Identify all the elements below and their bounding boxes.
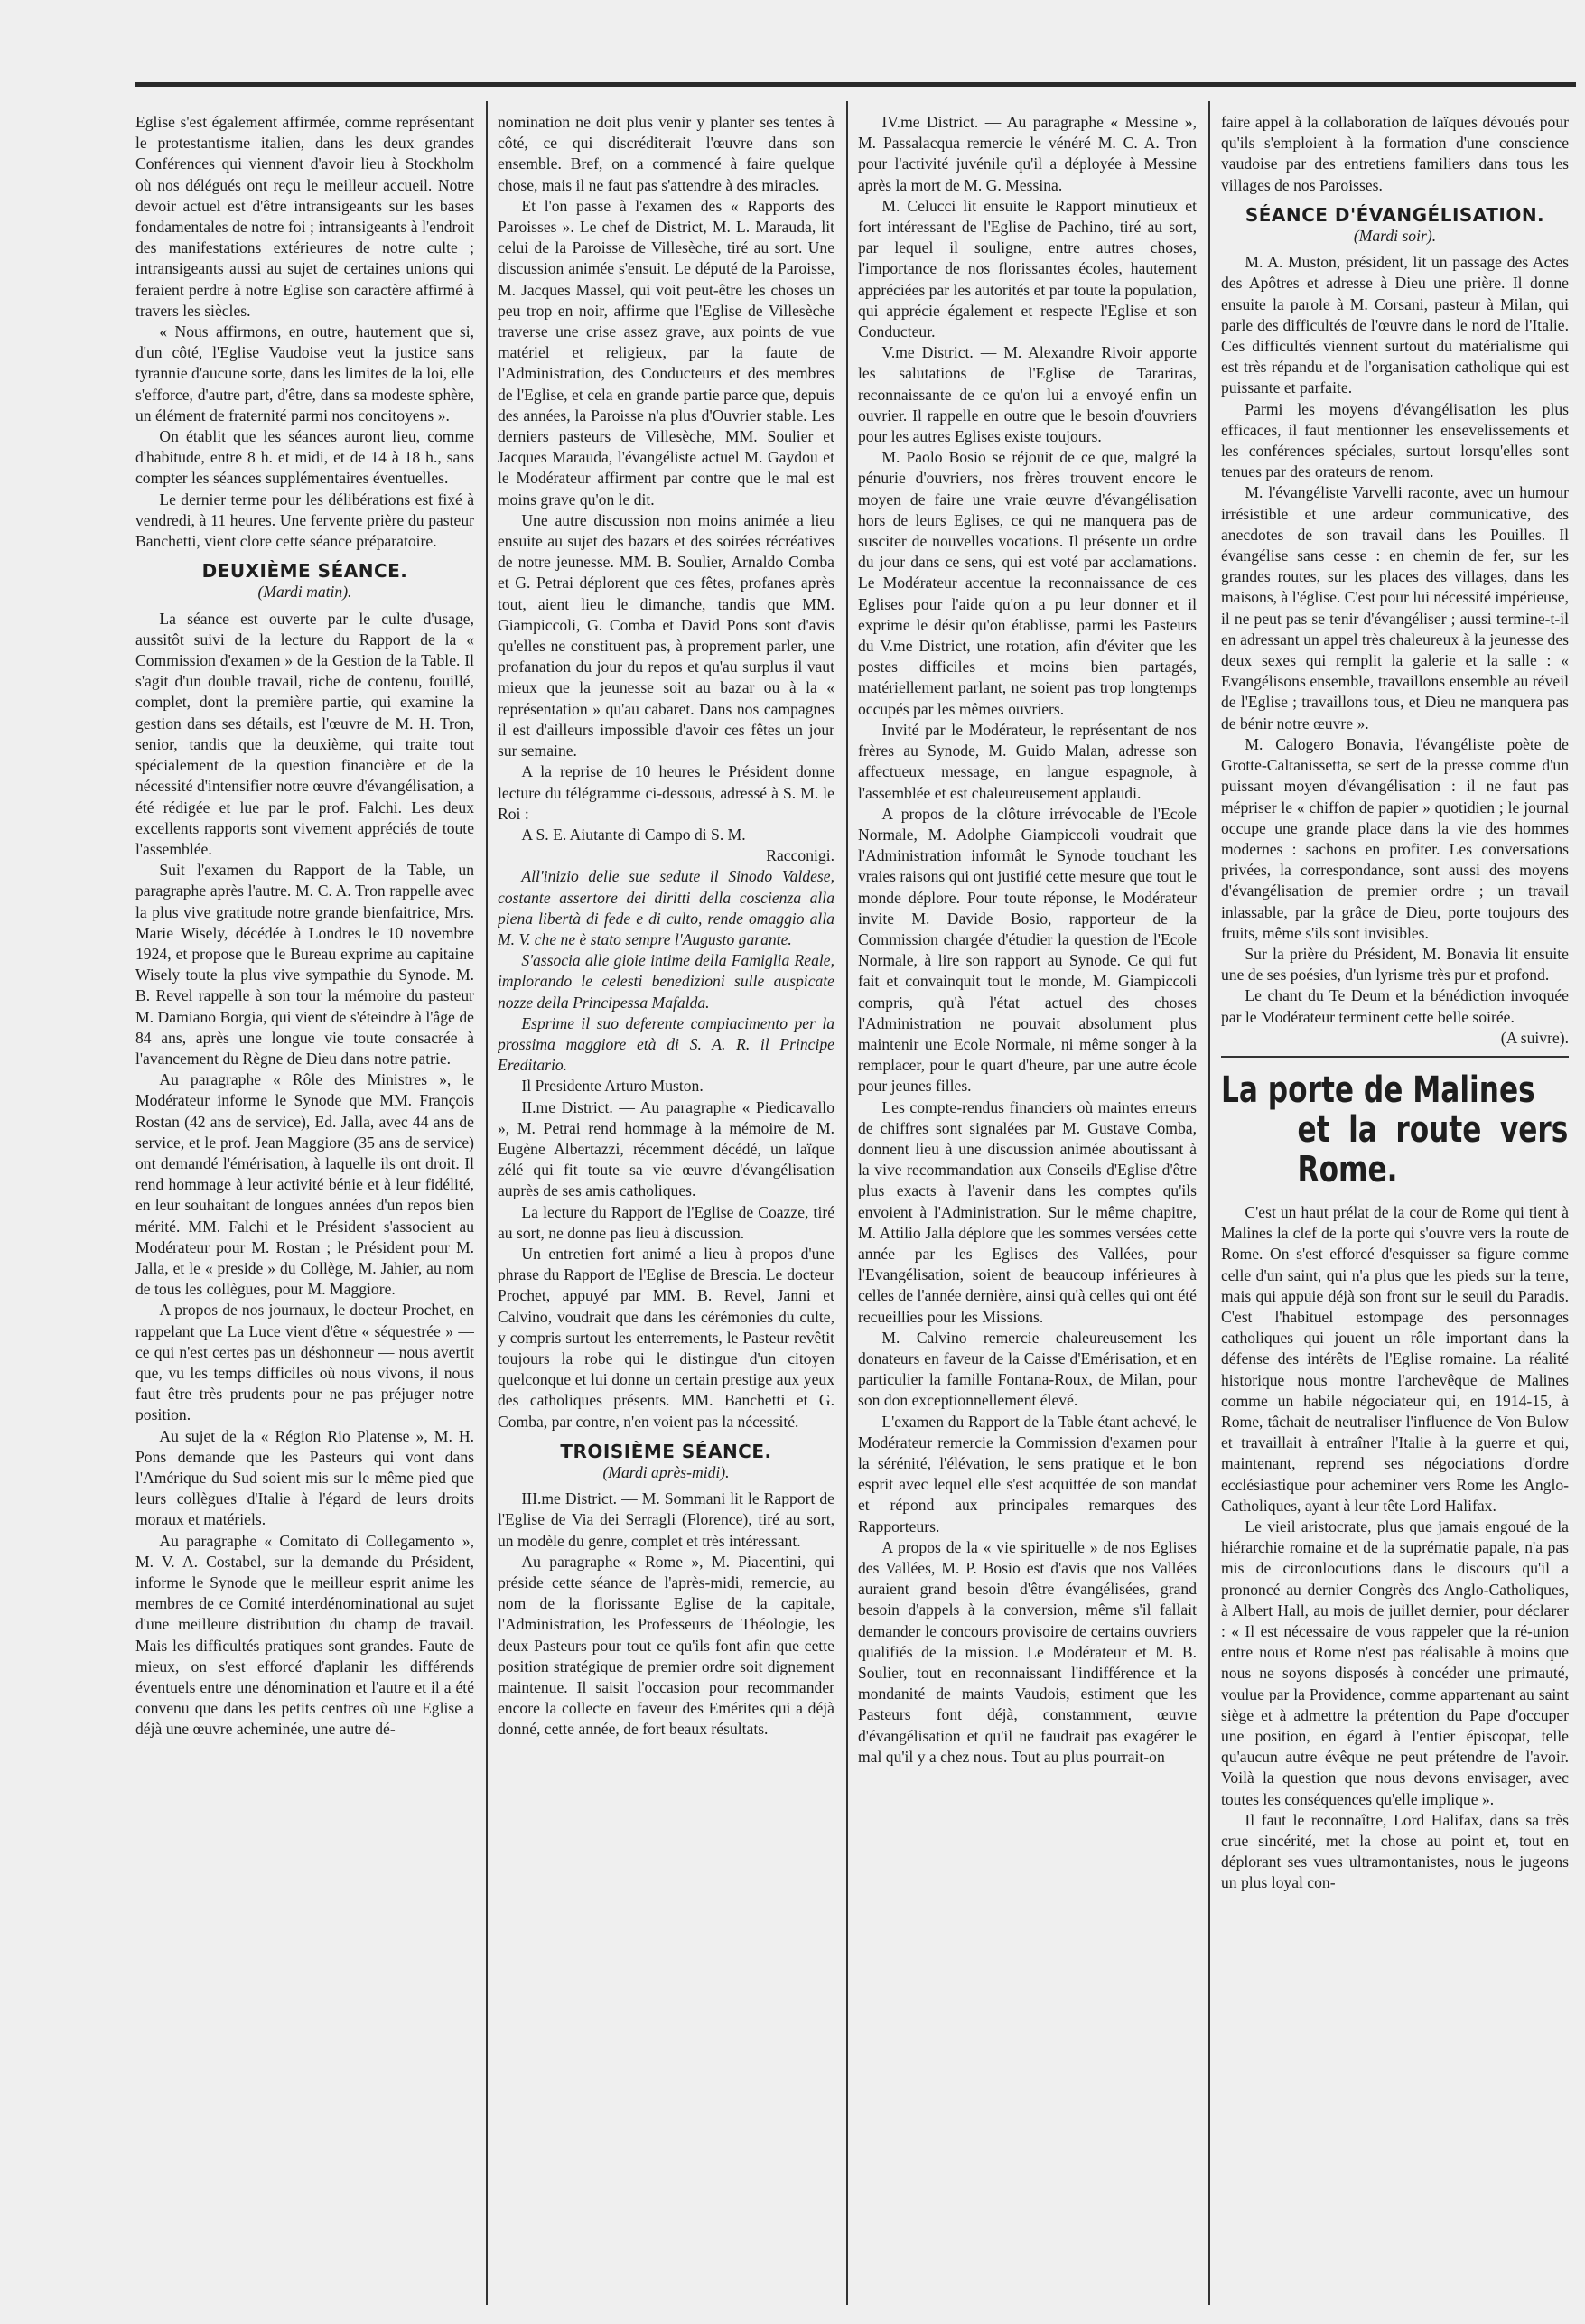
paragraph: Une autre discussion non moins animée a lieu ensuite au sujet des bazars et des soirées récréatives de notre jeunesse. MM. B. Soulier, Arnaldo Comba et G. Petrai déplorent que ces fêtes, profanes après tout, aient lieu le dimanche, tandis que MM. Giampiccoli, G. Comba et David Pons sont d'avis qu'elles ne constituent pas, à proprement parler, une profanation du jour du repos et qu'au surplus il vaut mieux que la jeunesse soit au bazar ou à la « représentation » qu'au cabaret. Dans nos campagnes il est d'ailleurs impossible d'avoir ces fêtes un jour sur semaine. bbox=[498, 510, 834, 761]
paragraph: Au paragraphe « Comitato di Collegamento », M. V. A. Costabel, sur la demande du Président, informe le Synode que le meilleur esprit anime les membres de ce Comité interdénominational au sujet d'une meilleure distribution du champ de travail. Mais les difficultés pratiques sont grandes. Faute de mieux, on s'est efforcé d'aplanir les différends éventuels entre une dénomination et l'autre et il a été convenu que dans les petits centres où une Eglise a déjà une œuvre acheminée, une autre dé- bbox=[135, 1531, 474, 1739]
paragraph: La lecture du Rapport de l'Eglise de Coazze, tiré au sort, ne donne pas lieu à discussion. bbox=[498, 1202, 834, 1242]
paragraph: III.me District. — M. Sommani lit le Rapport de l'Eglise de Via dei Serragli (Florence), tiré au sort, un modèle du genre, complet et très intéressant. bbox=[498, 1489, 834, 1550]
paragraph: Il Presidente Arturo Muston. bbox=[521, 1077, 704, 1096]
paragraph: L'examen du Rapport de la Table étant achevé, le Modérateur remercie la Commission d'examen pour la sérénité, l'élévation, le sens pratique et le bon esprit avec lequel elle s'est acquittée de son mandat et répond aux principales remarques des Rapporteurs. bbox=[858, 1412, 1197, 1535]
paragraph: M. Paolo Bosio se réjouit de ce que, malgré la pénurie d'ouvriers, nos frères trouvent encore le moyen de faire une vraie œuvre d'évangélisation hors de leurs Eglises, ce qui ne manquera pas de susciter de nouvelles vocations. Il présente un ordre du jour dans ce sens, qui est voté par acclamations. Le Modérateur accentue la reconnaissance de ces Eglises pour l'aide qu'on a pu leur donner et il exprime le désir qu'on établisse, parmi les Pasteurs du V.me District, une rotation, afin d'éviter que les postes difficiles et moins bien partagés, matériellement parlant, ne soient pas trop longtemps occupés par les mêmes ouvriers. bbox=[858, 448, 1197, 718]
paragraph: Sur la prière du Président, M. Bonavia lit ensuite une de ses poésies, d'un lyrisme très pur et profond. bbox=[1221, 944, 1569, 985]
paragraph: II.me District. — Au paragraphe « Piedicavallo », M. Petrai rend hommage à la mémoire de M. Eugène Albertazzi, récemment décédé, un laïque zélé qui fit toute sa vie œuvre d'évangélisation auprès de ses amis catholiques. bbox=[498, 1097, 834, 1200]
paragraph: Et l'on passe à l'examen des « Rapports des Paroisses ». Le chef de District, M. L. Marauda, lit celui de la Paroisse de Villesèche, tiré au sort. Une discussion animée s'ensuit. Le député de la Paroisse, M. Jacques Massel, qui voit peut-être les choses un peu trop en noir, affirme que l'Eglise de Villesèche traverse une crise assez grave, aux points de vue matériel et religieux, par la faute de l'Administration, des Conducteurs et des membres de l'Eglise, et cela en grande partie parce que, depuis des années, la Paroisse n'a plus d'Ouvrier stable. Les derniers pasteurs de Villesèche, MM. Soulier et Jacques Marauda, l'évangéliste actuel M. Gaydou et le Modérateur affirment par contre que le mal est moins grave qu'on le dit. bbox=[498, 196, 834, 509]
paragraph: Esprime il suo deferente compiacimento per la prossima maggiore età di S. A. R. il Principe Ereditario. bbox=[498, 1013, 834, 1075]
paragraph: (A suivre). bbox=[1500, 1028, 1569, 1047]
column-rule-1 bbox=[486, 101, 488, 2305]
paragraph: Au paragraphe « Rôle des Ministres », le Modérateur informe le Synode que MM. François Rostan (42 ans de service), Ed. Jalla, avec 44 ans de service, et le prof. Jean Maggiore (35 ans de service) ont demandé l'émérisation, à laquelle ils ont droit. Il rend hommage à leur activité bénie et à leur fidélité, en leur souhaitant de longues années d'un repos bien mérité. MM. Falchi et le Président s'associent au Modérateur pour M. Rostan ; le Président pour M. Jalla, et le « preside » du Collège, M. Jahier, au nom de tous les collègues, pour M. Maggiore. bbox=[135, 1070, 474, 1299]
headline-line-2: et la route vers Rome. bbox=[1297, 1108, 1569, 1190]
section-subtitle: (Mardi matin). bbox=[257, 583, 352, 602]
paragraph: A S. E. Aiutante di Campo di S. M. bbox=[521, 825, 746, 844]
paragraph: M. Calogero Bonavia, l'évangéliste poète de Grotte-Caltanissetta, se sert de la presse comme d'un puissant moyen d'évangélisation : il ne faut pas mépriser le « chiffon de papier » quotidien ; le journal occupe une grande place dans la vie des hommes modernes : sachons en profiter. Les conversations privées, la correspondance, sont aussi des moyens d'évangélisation de premier ordre ; un travail inlassable, par la grâce de Dieu, porte toujours des fruits, même s'ils sont invisibles. bbox=[1221, 734, 1569, 942]
paragraph: Eglise s'est également affirmée, comme représentant le protestantisme italien, dans les deux grandes Conférences qui viennent d'avoir lieu à Stockholm où nos délégués ont reçu le meilleur accueil. Notre devoir actuel est d'être intransigeants sur les bases fondamentales de notre foi ; intransigeants à l'endroit des manifestations extérieures de notre culte ; intransigeants aussi au sujet de certaines unions qui feraient perdre à notre Eglise son caractère affirmé à travers les siècles. bbox=[135, 113, 474, 320]
paragraph: M. l'évangéliste Varvelli raconte, avec un humour irrésistible et une ardeur communicative, des anecdotes de son travail dans les Pouilles. Il évangélise sans cesse : en chemin de fer, sur les grandes routes, sur les places des villages, dans les maisons, à l'église. C'est pour lui nécessité impérieuse, il ne peut pas se tenir d'évangéliser ; aussi termine-t-il en adressant un appel très chaleureux à la jeunesse des deux sexes qui remplit la galerie et la salle : « Evangélisons ensemble, travaillons ensemble au réveil de l'Eglise ; travaillons tous, et Dieu ne manquera pas de bénir notre œuvre ». bbox=[1221, 483, 1569, 733]
column-rule-3 bbox=[1208, 101, 1210, 2305]
paragraph: Le dernier terme pour les délibérations est fixé à vendredi, à 11 heures. Une fervente prière du pasteur Banchetti, vient clore cette séance préparatoire. bbox=[135, 490, 474, 551]
paragraph: All'inizio delle sue sedute il Sinodo Valdese, costante assertore dei diritti della coscienza alla piena libertà di fede e di culto, rende omaggio alla M. V. che ne è stato sempre l'Augusto garante. bbox=[498, 867, 834, 948]
paragraph: M. Celucci lit ensuite le Rapport minutieux et fort intéressant de l'Eglise de Pachino, tiré au sort, par lequel il souligne, entre autres choses, l'importance de nos florissantes écoles, hautement appréciées par les autorités et par toute la population, qui apprécie également et respecte l'Eglise et son Conducteur. bbox=[858, 196, 1197, 341]
paragraph: A la reprise de 10 heures le Président donne lecture du télégramme ci-dessous, adressé à S. M. le Roi : bbox=[498, 762, 834, 823]
paragraph: Racconigi. bbox=[766, 846, 834, 865]
paragraph: Au sujet de la « Région Rio Platense », M. H. Pons demande que les Pasteurs qui vont dans l'Amérique du Sud soient mis sur le même pied que leurs collègues d'Italie à l'égard de leurs droits moraux et matériels. bbox=[135, 1426, 474, 1529]
article-separator bbox=[1221, 1056, 1569, 1058]
paragraph: « Nous affirmons, en outre, hautement que si, d'un côté, l'Eglise Vaudoise veut la justice sans tyrannie d'aucune sorte, dans les limites de la loi, elle s'efforce, d'autre part, d'être, dans sa modeste sphère, un élément de fraternité parmi nos concitoyens ». bbox=[135, 322, 474, 425]
section-subtitle: (Mardi soir). bbox=[1353, 227, 1437, 246]
paragraph: Les compte-rendus financiers où maintes erreurs de chiffres sont signalées par M. Gustave Comba, donnent lieu à une discussion animée aboutissant à la vive recommandation aux Conseils d'Eglise d'être plus exacts à l'avenir dans les comptes qu'ils envoient à l'Administration. Sur le même chapitre, M. Attilio Jalla déplore que les sommes versées cette année par les Eglises des Vallées, pour l'Evangélisation, soient de beaucoup inférieures à celles de l'année dernière, ainsi qu'à celles qui ont été recueillies pour les Missions. bbox=[858, 1097, 1197, 1326]
paragraph: A propos de la « vie spirituelle » de nos Eglises des Vallées, M. P. Bosio est d'avis que nos Vallées auraient grand besoin d'être évangélisées, grand besoin d'appels à la conversion, même s'il fallait demander le concours provisoire de certains ouvriers qualifiés de la mission. Le Modérateur et M. B. Soulier, tout en reconnaissant l'indifférence et la mondanité de maints Vaudois, estiment que les Pasteurs font déjà, constamment, œuvre d'évangélisation et qu'il ne faudrait pas exagérer le mal qu'il y a chez nous. Tout au plus pourrait-on bbox=[858, 1537, 1197, 1766]
column-4 bbox=[1221, 112, 1569, 2316]
paragraph: Suit l'examen du Rapport de la Table, un paragraphe après l'autre. M. C. A. Tron rappelle avec la plus vive gratitude notre grande bienfaitrice, Mrs. Marie Wisely, décédée à Londres le 10 novembre 1924, et propose que le Bureau exprime au capitaine Wisely toute la plus vive sympathie du Synode. M. B. Revel rappelle à son tour la mémoire du pasteur M. Damiano Borgia, qui vient de s'éteindre à l'âge de 84 ans, après une longue vie toute consacrée à l'avancement du Règne de Dieu dans notre patrie. bbox=[135, 861, 474, 1068]
paragraph: Au paragraphe « Rome », M. Piacentini, qui préside cette séance de l'après-midi, remercie, au nom de la florissante Eglise de la capitale, l'Administration, les Professeurs de Théologie, les deux Pasteurs pour tout ce qu'ils font afin que cette position stratégique de premier ordre soit dignement maintenue. Il saisit l'occasion pour recommander encore la collecte en faveur des Emérites qui a déjà donné, cette année, de fort beaux résultats. bbox=[498, 1552, 834, 1739]
paragraph: V.me District. — M. Alexandre Rivoir apporte les salutations de l'Eglise de Tarariras, reconnaissante de ce qu'on lui a envoyé enfin un ouvrier. Il rappelle en outre que le besoin d'ouvriers pour les autres Eglises existe toujours. bbox=[858, 343, 1197, 446]
paragraph: A propos de la clôture irrévocable de l'Ecole Normale, M. Adolphe Giampiccoli voudrait que l'Administration informât le Synode touchant les vraies raisons qui ont justifié cette mesure que tout le monde déplore. Pour toute réponse, le Modérateur invite M. Davide Bosio, rapporteur de la Commission chargée d'étudier la question de l'Ecole Normale, à lire son rapport au Synode. Ce qui fut fait et convainquit tout le monde, M. Giampiccoli compris, qu'à l'état actuel des choses l'Administration ne pouvait absolument plus maintenir une Ecole Normale, ni même songer à la remplacer, pour le quart d'heure, par une autre école pour jeunes filles. bbox=[858, 804, 1197, 1096]
paragraph: Parmi les moyens d'évangélisation les plus efficaces, il faut mentionner les ensevelissements et les conférences spéciales, surtout lorsqu'elles sont tenues par des orateurs de renom. bbox=[1221, 399, 1569, 481]
paragraph: S'associa alle gioie intime della Famiglia Reale, implorando le celesti benedizioni sulle auspicate nozze della Principessa Mafalda. bbox=[498, 951, 834, 1012]
paragraph: Le chant du Te Deum et la bénédiction invoquée par le Modérateur terminent cette belle soirée. bbox=[1221, 986, 1569, 1026]
paragraph: M. A. Muston, président, lit un passage des Actes des Apôtres et adresse à Dieu une prière. Il donne ensuite la parole à M. Corsani, pasteur à Milan, qui parle des difficultés de l'œuvre dans le nord de l'Italie. Ces difficultés viennent surtout du matérialisme qui est très répandu et de l'organisation catholique qui est puissante et parfaite. bbox=[1221, 253, 1569, 397]
column-2 bbox=[498, 112, 834, 2316]
paragraph: IV.me District. — Au paragraphe « Messine », M. Passalacqua remercie le vénéré M. C. A. Tron pour l'activité juvénile qu'il a déployée à Messine après la mort de M. G. Messina. bbox=[858, 113, 1197, 194]
paragraph: A propos de nos journaux, le docteur Prochet, en rappelant que La Luce vient d'être « séquestrée » — ce qui n'est certes pas un déshonneur — nous avertit que, vu les temps difficiles où nous vivons, il nous faut être très prudents pour ne pas préjuger notre position. bbox=[135, 1301, 474, 1424]
paragraph: Un entretien fort animé a lieu à propos d'une phrase du Rapport de l'Eglise de Brescia. Le docteur Prochet, appuyé par MM. B. Revel, Janni et Calvino, voudrait que dans les cérémonies du culte, y compris surtout les enterrements, le Pasteur revêtit toujours la robe qui le distingue d'un citoyen quelconque et lui donne un certain prestige aux yeux des catholiques présents. MM. Banchetti et G. Comba, par contre, n'en voient pas la nécessité. bbox=[498, 1244, 834, 1431]
column-1 bbox=[135, 112, 474, 2316]
top-rule bbox=[135, 82, 1576, 87]
paragraph: Le vieil aristocrate, plus que jamais engoué de la hiérarchie romaine et de la suprématie papale, n'a pas mis de circonlocutions dans le discours qu'il a prononcé au dernier Congrès des Anglo-Catholiques, à Albert Hall, au mois de juillet dernier, pour déclarer : « Il est nécessaire de vous rappeler que la ré-union entre nous et Rome n'est pas réalisable à moins que nous ne soyons disposés à concéder une primauté, voulue par la Providence, comme appartenant au saint siège et à admettre la prétention du Pape d'occuper une position, en égard à l'entier épiscopat, telle qu'aucun autre évêque ne peut prétendre de l'avoir. Voilà la question que nous devons envisager, avec toutes les conséquences qu'elle implique ». bbox=[1221, 1517, 1569, 1808]
paragraph: nomination ne doit plus venir y planter ses tentes à côté, ce qui discréditerait l'œuvre dans son ensemble. Bref, on a commencé à faire quelque chose, mais il ne faut pas s'attendre à des miracles. bbox=[498, 113, 834, 194]
column-3 bbox=[858, 112, 1197, 2316]
headline-line-1: La porte de Malines bbox=[1221, 1069, 1535, 1111]
paragraph: C'est un haut prélat de la cour de Rome qui tient à Malines la clef de la porte qui s'ouvre vers la route de Rome. On s'est efforcé d'esquisser sa figure comme celle d'un saint, qui n'a plus que les pieds sur la terre, mais qui appuie déjà son front sur le seuil du Paradis. C'est l'habituel estompage des personnages catholiques qui jouent un rôle important dans la défense des intérêts de l'Eglise romaine. La réalité historique nous montre l'archevêque de Malines comme un habile négociateur qui, en 1914-15, à Rome, tâchait de neutraliser l'influence de Von Bulow et travaillait à entraîner l'Italie à la guerre et qui, maintenant, reprend ses négociations d'ordre ecclésiastique pour acheminer vers Rome les Anglo-Catholiques, ayant à leur tête Lord Halifax. bbox=[1221, 1202, 1569, 1515]
section-subtitle: (Mardi après-midi). bbox=[602, 1463, 730, 1481]
section-heading: DEUXIÈME SÉANCE. bbox=[201, 560, 408, 583]
section-heading: SÉANCE D'ÉVANGÉLISATION. bbox=[1245, 203, 1545, 226]
section-heading: TROISIÈME SÉANCE. bbox=[560, 1440, 772, 1462]
paragraph: La séance est ouverte par le culte d'usage, aussitôt suivi de la lecture du Rapport de la « Commission d'examen » de la Gestion de la Table. Il s'agit d'un double travail, riche de contenu, fouillé, complet, dont la première partie, qui examine la gestion dans ses détails, est l'œuvre de M. H. Tron, senior, tandis que la deuxième, qui traite tout spécialement de la question financière et de la nécessité d'intensifier notre œuvre d'évangélisation, a été rédigée et lue par le prof. Falchi. Les deux excellents rapports sont vivement appréciés de toute l'assemblée. bbox=[135, 609, 474, 858]
column-rule-2 bbox=[846, 101, 848, 2305]
paragraph: Il faut le reconnaître, Lord Halifax, dans sa très crue sincérité, met la chose au point et, tout en déplorant ses vues ultramontanistes, nous le jugeons un plus loyal con- bbox=[1221, 1810, 1569, 1892]
paragraph: Invité par le Modérateur, le représentant de nos frères au Synode, M. Guido Malan, adresse son affectueux message, en langue espagnole, à l'assemblée et est chaleureusement applaudi. bbox=[858, 720, 1197, 802]
article-headline bbox=[1221, 1070, 1568, 1190]
paragraph: faire appel à la collaboration de laïques dévoués pour qu'ils s'emploient à la formation d'une conscience vaudoise par des entretiens familiers dans tous les villages de nos Paroisses. bbox=[1221, 113, 1569, 194]
paragraph: On établit que les séances auront lieu, comme d'habitude, entre 8 h. et midi, et de 14 à 18 h., sans compter les séances supplémentaires éventuelles. bbox=[135, 427, 474, 488]
paragraph: M. Calvino remercie chaleureusement les donateurs en faveur de la Caisse d'Emérisation, et en particulier la famille Fontana-Roux, de Milan, pour son don exceptionnellement élevé. bbox=[858, 1328, 1197, 1410]
